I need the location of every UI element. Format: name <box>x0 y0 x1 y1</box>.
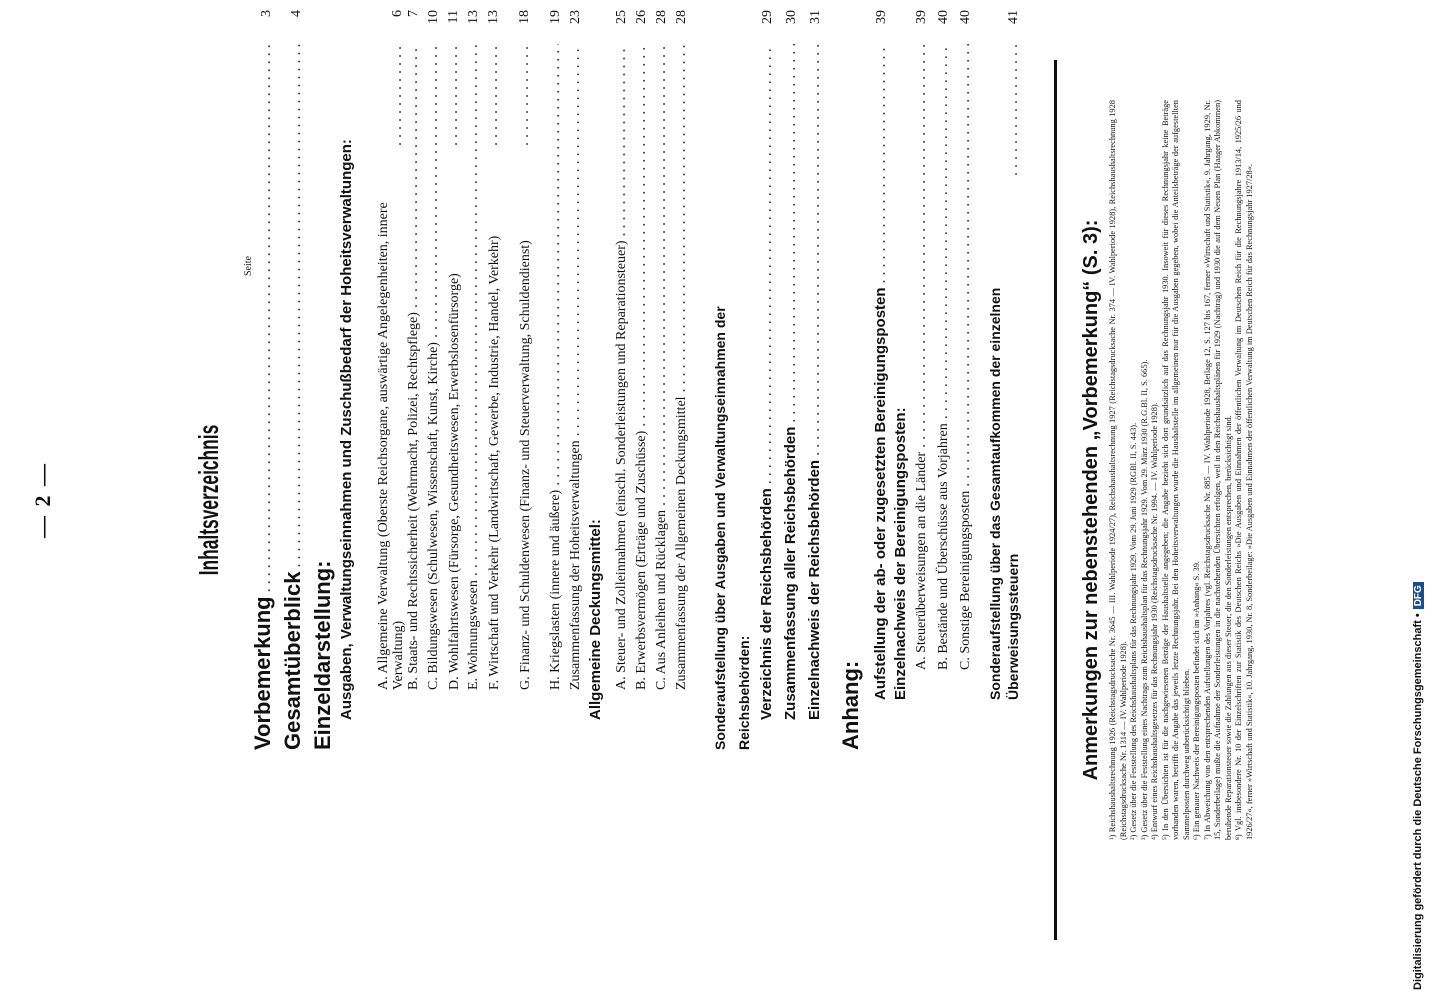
toc-deckung-item[interactable] <box>612 10 630 690</box>
toc-label: B. Erwerbsvermögen (Erträge und Zuschüsse) <box>634 430 649 690</box>
toc-label: C. Sonstige Bereinigungsposten <box>958 490 973 670</box>
toc-anhang: Anhang: <box>838 660 863 750</box>
note-item: ⁵) In den Übersichten ist für die nachgewiesenen Beträge der Haushaltstelle angegeben; die Angabe bezieht sich dort grundsätzlich auf das Rechnungsjahr 1930. Insoweit für dieses Rechnungsjahr keine Beträge vorhanden waren, betrifft die Angabe das jeweils letzte Rechnungsjahr. Bei den Hoheitsverwaltungen wurde die Haushaltstelle im allgemeinen nur für die Ausgaben gegeben, wobei die Anteilsbeträge der aufgestellten Sammelposten durchweg unberücksichtigt blieben. <box>1160 100 1191 840</box>
note-item: ⁷) In Abweichung von den entsprechenden Aufstellungen des Vorjahres (vgl. Reichstagsdrucksache Nr. 885 — IV. Wahlperiode 1928, Beilage 12, S. 127 bis 167, ferner »Wirtschaft und Statistik«, 9. Jahrgang, 1929, Nr. 15, Sonderbeilage) mußte die Aufnahme der Sonderleistungen in die nachstehenden Übersichten erfolgen, weil in den Reichshaushaltsplänen für 1929 (Nachtrag) und 1930 die auf dem Neuen Plan (Haager Abkommen) beruhende Reparationsteuer sowie die Zahlungen aus dieser Steuer, die den Sonderleistungen entsprechen, berücksichtigt sind. <box>1202 100 1233 840</box>
toc-page: 39 <box>914 10 929 24</box>
toc-label: Einzelnachweis der Reichsbehörden <box>806 459 823 720</box>
toc-hoheit-item[interactable] <box>376 10 406 690</box>
toc-page: 10 <box>426 10 441 24</box>
toc-bereinigung-item[interactable] <box>912 10 930 670</box>
toc-hoheit-item[interactable] <box>404 10 422 690</box>
note-item: ⁸) Vgl. insbesondere Nr. 10 der Einzelschriften zur Statistik des Deutschen Reichs »Die Ausgaben und Einnahmen der öffentlichen Verwaltung im Deutschen Reich für die Rechnungsjahre 1913/14, 1925/26 und 1926/27«, ferner »Wirtschaft und Statistik«, 10. Jahrgang, 1930, Nr. 8, Sonderbeilage: »Die Ausgaben und Einnahmen der öffentlichen Verwaltung im Deutschen Reich für das Rechnungsjahr 1927/28«. <box>1234 100 1254 840</box>
toc-page: 25 <box>614 10 629 24</box>
toc-deckung-item[interactable] <box>652 10 670 690</box>
toc-bereinigung-item[interactable] <box>956 10 974 670</box>
toc-page: 3 <box>259 10 274 17</box>
toc-page: 11 <box>446 10 461 24</box>
note-item: ³) Gesetz über die Feststellung eines Nachtrags zum Reichshaushaltsplan für das Rechnungsjahr 1929. Vom 29. März 1930 (R.G.Bl. II, S. 665). <box>1139 359 1149 840</box>
toc-label: C. Aus Anleihen und Rücklagen <box>654 509 669 690</box>
toc-ausgaben: Ausgaben, Verwaltungseinnahmen und Zuschußbedarf der Hoheitsverwaltungen: <box>338 139 355 720</box>
toc-sonder-item[interactable] <box>758 10 776 720</box>
toc-label: Vorbemerkung <box>250 596 275 750</box>
toc-label: G. Finanz- und Schuldenwesen (Finanz- und Steuerverwaltung, Schuldendienst) <box>518 240 533 690</box>
toc-page: 13 <box>466 10 481 24</box>
toc-einzelnachweis: Einzelnachweis der Bereinigungsposten: <box>892 407 909 700</box>
note-item: ⁴) Entwurf eines Reichshaushaltsgesetzes für das Rechnungsjahr 1930 (Reichstagsdrucksache Nr. 1994. — IV. Wahlperiode 1928). <box>1150 402 1159 840</box>
toc-hoheit-item[interactable] <box>444 10 462 690</box>
toc-einzeldarstellung: Einzeldarstellung: <box>310 560 335 750</box>
toc-label: Sonderaufstellung über das Gesamtaufkommen der einzelnen Überweisungssteuern <box>987 287 1021 700</box>
toc-page: 23 <box>568 10 583 24</box>
margin-note-text: Digitalisierung gefördert durch die Deutsche Forschungsgemeinschaft • <box>1412 613 1424 990</box>
toc-page: 13 <box>486 10 501 24</box>
toc-aufstellung[interactable] <box>872 10 890 700</box>
toc-sonder: Sonderaufstellung über Ausgaben und Verwaltungseinnahmen der Reichsbehörden: <box>712 306 752 750</box>
toc-label: Zusammenfassung aller Reichsbehörden <box>782 426 799 720</box>
toc-page: 28 <box>674 10 689 24</box>
notes-body <box>1108 100 1255 840</box>
toc-label: Aufstellung der ab- oder zugesetzten Bereinigungsposten <box>872 287 889 700</box>
toc-page: 30 <box>784 10 799 24</box>
toc-label: B. Bestände und Überschüsse aus Vorjahren <box>936 423 951 670</box>
toc-label: F. Wirtschaft und Verkehr (Landwirtschaft, Gewerbe, Industrie, Handel, Verkehr) <box>487 235 502 690</box>
page-title: Inhaltsverzeichnis <box>193 424 224 576</box>
toc-page: 41 <box>1006 10 1021 24</box>
toc-gesamtueberblick[interactable] <box>280 10 306 750</box>
note-item: ¹) Reichshaushaltsrechnung 1926 (Reichstagsdrucksache Nr. 3645 — III. Wahlperiode 1924/27), Reichshaushaltsrechnung 1927 (Reichstagsdrucksache Nr. 374 — IV. Wahlperiode 1928), Reichshaushaltsrechnung 1928 (Reichstagsdrucksache Nr. 1314 — IV. Wahlperiode 1928). <box>1108 100 1128 840</box>
margin-note <box>1412 0 1424 990</box>
toc-label: B. Staats- und Rechtssicherheit (Wehrmacht, Polizei, Rechtspflege) <box>406 312 421 690</box>
toc-hoheit-item[interactable] <box>484 10 502 690</box>
toc-label: D. Wohlfahrtswesen (Fürsorge, Gesundheitswesen, Erwerbslosenfürsorge) <box>447 273 462 690</box>
toc-deckung-item[interactable] <box>632 10 650 690</box>
toc-label: A. Steuerüberweisungen an die Länder <box>914 451 929 670</box>
toc-label: Zusammenfassung der Hoheitsverwaltungen <box>568 440 583 690</box>
toc-sonder-item[interactable] <box>806 10 824 720</box>
toc-page: 39 <box>874 10 889 24</box>
toc-page: 29 <box>760 10 775 24</box>
dfg-logo: DFG <box>1413 582 1424 609</box>
note-item: ⁶) Ein genauer Nachweis der Bereinigungsposten befindet sich im »Anhang« S. 39. <box>1192 561 1201 840</box>
seite-label: Seite <box>243 256 254 276</box>
toc-page: 18 <box>517 10 532 24</box>
toc-page: 6 <box>390 10 405 17</box>
toc-label: Verzeichnis der Reichsbehörden <box>758 488 775 720</box>
toc-bereinigung-item[interactable] <box>934 10 952 670</box>
notes-title: Anmerkungen zur nebenstehenden „Vorbemerkung“ (S. 3): <box>1080 219 1102 781</box>
toc-hoheit-item[interactable] <box>566 10 584 690</box>
toc-page: 40 <box>958 10 973 24</box>
toc-label: H. Kriegslasten (innere und äußere) <box>548 489 563 690</box>
toc-page: 40 <box>936 10 951 24</box>
toc-hoheit-item[interactable] <box>546 10 564 690</box>
toc-sonder2[interactable] <box>986 10 1022 700</box>
toc-hoheit-item[interactable] <box>464 10 482 690</box>
toc-deckung: Allgemeine Deckungsmittel: <box>587 519 604 720</box>
toc-page: 7 <box>406 10 421 17</box>
toc-page: 28 <box>654 10 669 24</box>
note-item: ²) Gesetz über die Feststellung des Reichshaushaltsplans für das Rechnungsjahr 1929. Vom 29. Juni 1929 (RGBl. II, S. 443). <box>1129 422 1138 840</box>
toc-label: E. Wohnungswesen <box>466 580 481 690</box>
page-number: — 2 — <box>30 462 55 538</box>
toc-page: 4 <box>289 10 304 17</box>
toc-label: Zusammenfassung der Allgemeinen Deckungsmittel <box>674 396 689 690</box>
divider <box>1054 60 1057 940</box>
toc-label: A. Steuer- und Zolleinnahmen (einschl. Sonderleistungen und Reparationsteuer) <box>614 240 629 690</box>
toc-deckung-item[interactable] <box>672 10 690 690</box>
toc-page: 26 <box>634 10 649 24</box>
toc-page: 19 <box>548 10 563 24</box>
toc-hoheit-item[interactable] <box>515 10 533 690</box>
toc-label: Gesamtüberblick <box>280 571 305 750</box>
toc-page: 31 <box>808 10 823 24</box>
toc-vorbemerkung[interactable] <box>250 10 276 750</box>
toc-label: A. Allgemeine Verwaltung (Oberste Reichsorgane, auswärtige Angelegenheiten, innere Verwaltung) <box>376 202 406 690</box>
toc-sonder-item[interactable] <box>782 10 800 720</box>
toc-label: C. Bildungswesen (Schulwesen, Wissenschaft, Kunst, Kirche) <box>426 342 441 690</box>
toc-hoheit-item[interactable] <box>424 10 442 690</box>
